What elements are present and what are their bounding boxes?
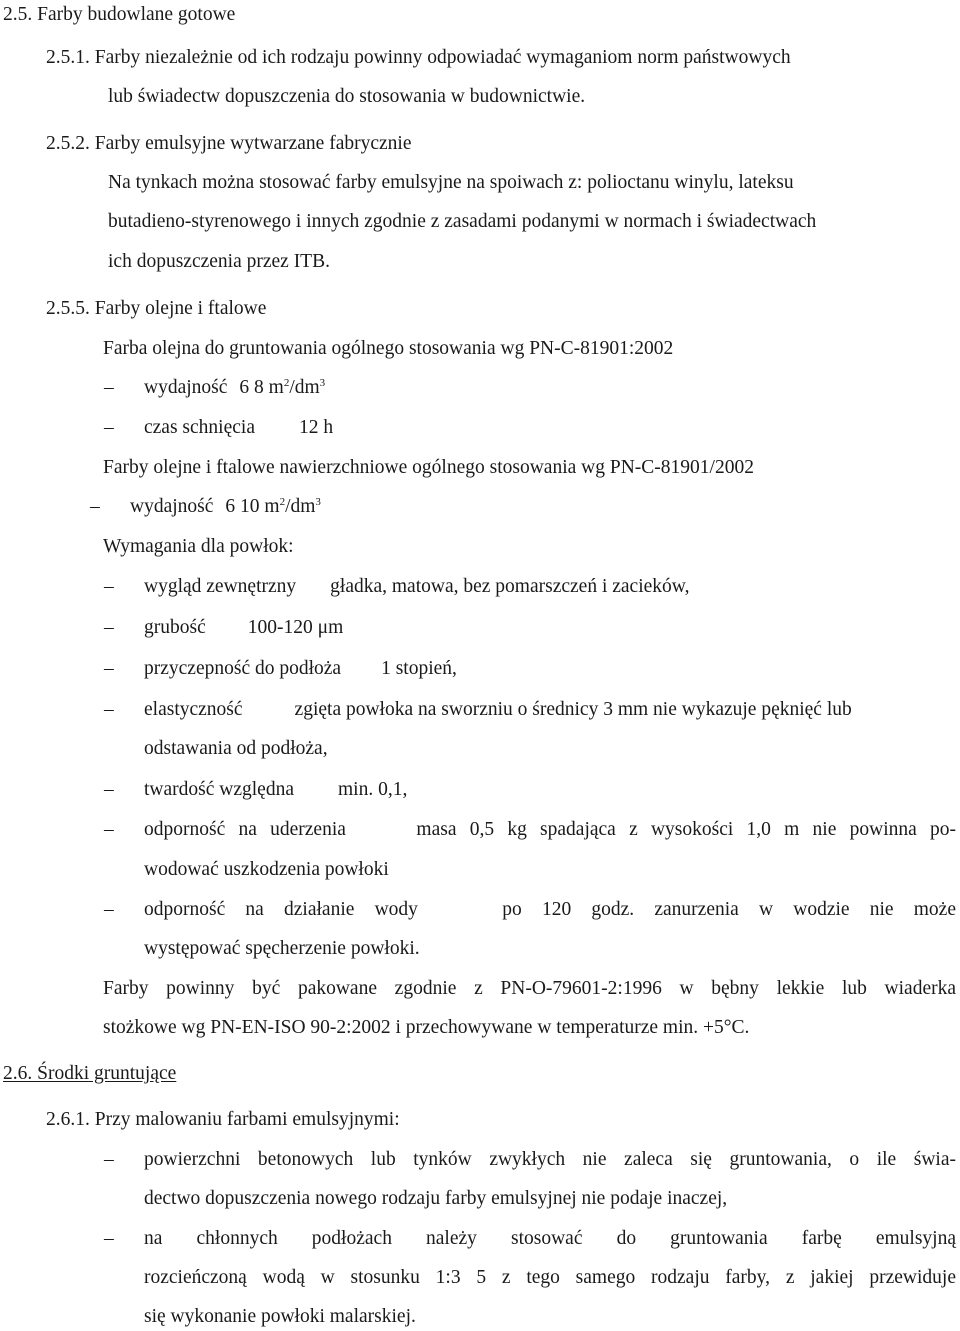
list-item-chlonne-podloza-line-2: rozcieńczoną wodą w stosunku 1:3 5 z tego samego rodzaju farby, z jakiej przewiduje (144, 1267, 956, 1288)
grubosc-value: 100-120 μm (247, 617, 344, 638)
odpornosc-wody-label: odporność na działanie wody (144, 899, 418, 920)
exponent-3: 3 (315, 496, 321, 508)
twardosc-label: twardość względna (144, 779, 294, 800)
list-dash: – (104, 779, 114, 800)
paragraph-2-5-1-line-1: 2.5.1. Farby niezależnie od ich rodzaju powinny odpowiadać wymaganiom norm państwowych (46, 47, 791, 68)
przyczepnosc-label: przyczepność do podłoża (144, 658, 342, 679)
paragraph-2-6-1-title: 2.6.1. Przy malowaniu farbami emulsyjnymi: (46, 1109, 400, 1130)
przyczepnosc-value: 1 stopień, (381, 658, 457, 679)
list-item-wydajnosc-1 (144, 376, 325, 400)
list-dash: – (104, 819, 114, 840)
list-item-powierzchni-betonowych-continued: dectwo dopuszczenia nowego rodzaju farby emulsyjnej nie podaje inaczej, (144, 1188, 728, 1209)
pakowanie-line-1: Farby powinny być pakowane zgodnie z PN-O-79601-2:1996 w bębny lekkie lub wiaderka (103, 978, 956, 999)
grubosc-label: grubość (144, 617, 206, 638)
list-item-wyglad (144, 575, 689, 599)
twardosc-value: min. 0,1, (337, 779, 408, 800)
section-heading-2-5: 2.5. Farby budowlane gotowe (3, 4, 236, 25)
odpornosc-uderzenia-label: odporność na uderzenia (144, 819, 346, 840)
paragraph-2-5-2-title: 2.5.2. Farby emulsyjne wytwarzane fabrycznie (46, 133, 412, 154)
list-item-elastycznosc-continued: odstawania od podłoża, (144, 738, 328, 759)
farba-olejna-line: Farba olejna do gruntowania ogólnego stosowania wg PN-C-81901:2002 (103, 338, 674, 359)
list-item-odpornosc-wody-continued: występować spęcherzenie powłoki. (144, 938, 420, 959)
farby-olejne-nawierzchniowe-line: Farby olejne i ftalowe nawierzchniowe ogólnego stosowania wg PN-C-81901/2002 (103, 457, 754, 478)
elastycznosc-value: zgięta powłoka na sworzniu o średnicy 3 mm nie wykazuje pęknięć lub (294, 699, 852, 720)
wydajnosc-unit: /dm (289, 377, 320, 398)
list-dash: – (104, 1228, 114, 1249)
list-dash: – (90, 496, 100, 517)
list-dash: – (104, 1149, 114, 1170)
list-item-wydajnosc-2 (130, 495, 321, 519)
wydajnosc-label: wydajność (130, 496, 214, 517)
list-dash: – (104, 417, 114, 438)
list-item-powierzchni-betonowych: powierzchni betonowych lub tynków zwykłych nie zaleca się gruntowania, o ile świa- (144, 1149, 956, 1170)
list-item-chlonne-podloza: na chłonnych podłożach należy stosować do gruntowania farbę emulsyjną (144, 1228, 956, 1249)
list-item-odpornosc-wody (144, 898, 956, 922)
czas-value: 12 h (298, 417, 334, 438)
list-dash: – (104, 617, 114, 638)
list-dash: – (104, 658, 114, 679)
wydajnosc-unit: /dm (285, 496, 316, 517)
list-item-twardosc (144, 778, 407, 802)
pakowanie-line-2: stożkowe wg PN-EN-ISO 90-2:2002 i przechowywane w temperaturze min. +5°C. (103, 1017, 750, 1038)
czas-label: czas schnięcia (144, 417, 255, 438)
paragraph-2-5-5-title: 2.5.5. Farby olejne i ftalowe (46, 298, 267, 319)
wyglad-value: gładka, matowa, bez pomarszczeń i zacieków, (330, 576, 690, 597)
list-dash: – (104, 377, 114, 398)
paragraph-2-5-1-line-2: lub świadectw dopuszczenia do stosowania w budownictwie. (108, 86, 586, 107)
wydajnosc-value: 6 8 m (239, 377, 284, 398)
list-item-odpornosc-uderzenia (144, 818, 956, 842)
exponent-2: 2 (279, 496, 286, 508)
exponent-3: 3 (319, 377, 326, 389)
list-item-chlonne-podloza-line-3: się wykonanie powłoki malarskiej. (144, 1306, 416, 1327)
list-dash: – (104, 699, 114, 720)
list-dash: – (104, 576, 114, 597)
list-item-czas-schniecia (144, 416, 333, 440)
exponent-2: 2 (283, 377, 290, 389)
list-item-grubosc (144, 616, 343, 640)
wydajnosc-value: 6 10 m (225, 496, 280, 517)
elastycznosc-label: elastyczność (144, 699, 243, 720)
odpornosc-wody-value: po 120 godz. zanurzenia w wodzie nie może (502, 899, 956, 920)
list-item-przyczepnosc (144, 657, 457, 681)
paragraph-2-5-2-line-1: Na tynkach można stosować farby emulsyjne na spoiwach z: polioctanu winylu, lateksu (108, 172, 794, 193)
list-dash: – (104, 899, 114, 920)
wydajnosc-label: wydajność (144, 377, 228, 398)
paragraph-2-5-2-line-3: ich dopuszczenia przez ITB. (108, 251, 330, 272)
section-heading-2-6: 2.6. Środki gruntujące (3, 1063, 177, 1084)
odpornosc-uderzenia-value: masa 0,5 kg spadająca z wysokości 1,0 m nie powinna po- (416, 819, 957, 840)
paragraph-2-5-2-line-2: butadieno-styrenowego i innych zgodnie z zasadami podanymi w normach i świadectwach (108, 211, 817, 232)
list-item-elastycznosc (144, 698, 852, 722)
wyglad-label: wygląd zewnętrzny (144, 576, 297, 597)
list-item-odpornosc-uderzenia-continued: wodować uszkodzenia powłoki (144, 859, 389, 880)
wymagania-heading: Wymagania dla powłok: (103, 536, 294, 557)
